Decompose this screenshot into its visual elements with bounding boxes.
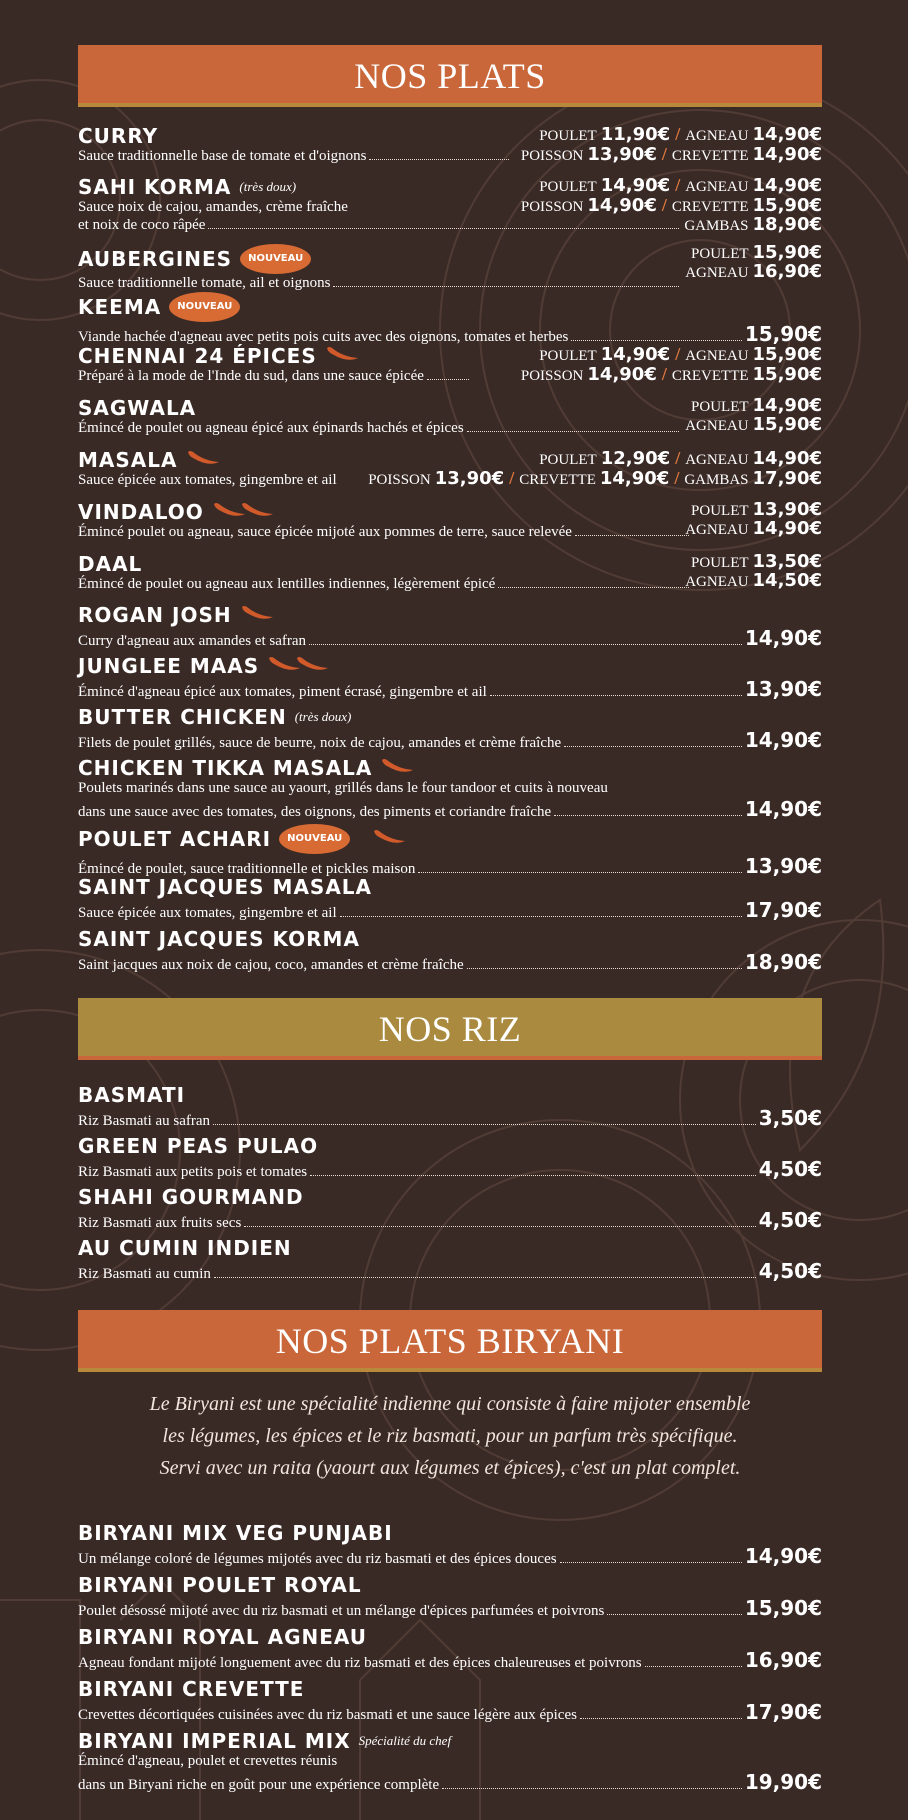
item-name: CURRY — [78, 124, 159, 148]
item-name: MASALA — [78, 448, 178, 472]
section-banner-plats — [78, 45, 822, 107]
item-description: Un mélange coloré de légumes mijotés avec du riz basmati et des épices douces — [78, 1551, 557, 1567]
price-value: 14,90€ — [599, 468, 670, 489]
price-value: 13,90€ — [434, 468, 505, 489]
leader-dots — [564, 746, 742, 747]
nouveau-badge: NOUVEAU — [279, 824, 350, 854]
price-label: POULET — [539, 128, 597, 144]
price-label: AGNEAU — [685, 574, 749, 590]
price-label: CREVETTE — [671, 148, 749, 164]
item-description: Préparé à la mode de l'Inde du sud, dans une sauce épicée — [78, 368, 424, 384]
price-value: 15,90€ — [752, 344, 822, 365]
price-label: AGNEAU — [685, 452, 749, 468]
biryani-intro — [78, 1388, 822, 1484]
item-price: 16,90€ — [744, 1648, 822, 1672]
menu-item-saint-jacques-korma — [78, 928, 822, 974]
item-name: ROGAN JOSH — [78, 603, 232, 627]
menu-item-chennai — [78, 345, 822, 385]
menu-item-chicken-tikka-masala — [78, 757, 822, 821]
item-description: Agneau fondant mijoté longuement avec du riz basmati et des épices chaleureuses et poivrons — [78, 1655, 642, 1671]
price-label: POULET — [539, 179, 597, 195]
item-name: SAHI KORMA — [78, 175, 232, 199]
menu-item-curry — [78, 125, 822, 165]
price-label: POISSON — [520, 199, 584, 215]
item-price: 19,90€ — [744, 1770, 822, 1794]
chili-pepper-icon — [372, 828, 408, 850]
item-name: BIRYANI IMPERIAL MIX — [78, 1729, 351, 1753]
item-price: 13,90€ — [744, 854, 822, 878]
item-name: AU CUMIN INDIEN — [78, 1236, 292, 1260]
leader-dots — [418, 872, 741, 873]
menu-item-rogan-josh — [78, 604, 822, 650]
item-description: Sauce épicée aux tomates, gingembre et ail — [78, 472, 337, 488]
price-value: 14,90€ — [600, 175, 671, 196]
item-description: Sauce noix de cajou, amandes, crème fraîche — [78, 199, 348, 215]
leader-dots — [490, 695, 742, 696]
price-value: 18,90€ — [752, 214, 822, 235]
leader-dots — [427, 379, 469, 380]
item-price: 14,90€ — [744, 1544, 822, 1568]
chili-pepper-icon — [325, 345, 361, 367]
menu-item-biryani-royal-agneau — [78, 1626, 822, 1672]
menu-item-au-cumin-indien — [78, 1237, 822, 1283]
item-name: SHAHI GOURMAND — [78, 1185, 304, 1209]
item-name: VINDALOO — [78, 500, 204, 524]
intro-line: les légumes, les épices et le riz basmati, pour un parfum très spécifique. — [162, 1425, 738, 1447]
price-label: AGNEAU — [685, 179, 749, 195]
item-description: Filets de poulet grillés, sauce de beurre, noix de cajou, amandes et crème fraîche — [78, 735, 562, 751]
section-title-plats: NOS PLATS — [354, 56, 546, 96]
item-description: Poulets marinés dans une sauce au yaourt, grillés dans le four tandoor et cuits à nouveau — [78, 780, 608, 796]
leader-dots — [213, 1124, 756, 1125]
price-value: 14,50€ — [752, 570, 822, 591]
section-title-biryani: NOS PLATS BIRYANI — [275, 1321, 625, 1361]
price-label: AGNEAU — [685, 522, 749, 538]
menu-item-daal — [78, 553, 822, 593]
chili-pepper-icon — [240, 604, 276, 626]
price-label: POULET — [691, 503, 749, 519]
price-value: 14,90€ — [752, 448, 822, 469]
menu-item-biryani-imperial-mix — [78, 1730, 822, 1794]
price-label: POULET — [539, 452, 597, 468]
price-label: CREVETTE — [671, 199, 749, 215]
item-description: Riz Basmati au safran — [78, 1113, 211, 1129]
menu-item-saint-jacques-masala — [78, 876, 822, 922]
item-name: SAINT JACQUES MASALA — [78, 875, 373, 899]
price-label: CREVETTE — [519, 472, 596, 488]
price-value: 15,90€ — [752, 242, 822, 263]
price-label: POISSON — [520, 368, 584, 384]
item-name: CHICKEN TIKKA MASALA — [78, 756, 373, 780]
item-description: Riz Basmati aux petits pois et tomates — [78, 1164, 308, 1180]
chili-pepper-icon — [212, 501, 276, 523]
section-title-riz: NOS RIZ — [378, 1009, 522, 1049]
item-description: Crevettes décortiquées cuisinées avec du riz basmati et une sauce légère aux épices — [78, 1707, 577, 1723]
intro-line: Servi avec un raita (yaourt aux légumes et épices), c'est un plat complet. — [159, 1457, 741, 1479]
menu-item-shahi-gourmand — [78, 1186, 822, 1232]
price-value: 13,90€ — [752, 499, 822, 520]
leader-dots — [560, 1562, 742, 1563]
item-description: Émincé d'agneau épicé aux tomates, piment écrasé, gingembre et ail — [78, 684, 487, 700]
item-name: SAINT JACQUES KORMA — [78, 927, 360, 951]
section-banner-biryani — [78, 1310, 822, 1372]
price-label: AGNEAU — [685, 348, 749, 364]
item-note: Spécialité du chef — [358, 1733, 452, 1748]
item-name: GREEN PEAS PULAO — [78, 1134, 319, 1158]
leader-dots — [309, 644, 742, 645]
menu-item-basmati — [78, 1084, 822, 1130]
item-price: 14,90€ — [744, 728, 822, 752]
item-name: POULET ACHARI — [78, 827, 272, 851]
menu-item-junglee-maas — [78, 655, 822, 701]
price-value: 14,90€ — [587, 195, 657, 216]
item-description: Curry d'agneau aux amandes et safran — [78, 633, 307, 649]
price-list — [685, 501, 822, 539]
price-label: POULET — [691, 555, 749, 571]
item-price: 18,90€ — [744, 950, 822, 974]
leader-dots — [645, 1666, 742, 1667]
leader-dots — [580, 1718, 742, 1719]
item-description: dans une sauce avec des tomates, des oignons, des piments et coriandre fraîche — [78, 804, 552, 820]
item-price: 14,90€ — [744, 797, 822, 821]
item-price: 17,90€ — [744, 898, 822, 922]
price-list: POULET 14,90€ / AGNEAU 14,90€ POISSON 14,90€ / CREVETTE 15,90€ GAMBAS 18,90€ — [520, 175, 822, 235]
item-description: Émincé d'agneau, poulet et crevettes réunis — [78, 1753, 338, 1769]
leader-dots — [498, 587, 689, 588]
item-description: Viande hachée d'agneau avec petits pois cuits avec des oignons, tomates et herbes — [78, 329, 569, 345]
menu-item-poulet-achari — [78, 824, 822, 878]
price-label: GAMBAS — [684, 472, 749, 488]
item-name: AUBERGINES — [78, 247, 233, 271]
item-description: Émincé de poulet, sauce traditionnelle et pickles maison — [78, 861, 416, 877]
menu-item-biryani-poulet-royal — [78, 1574, 822, 1620]
price-list: POULET 14,90€ / AGNEAU 15,90€ POISSON 14,90€ / CREVETTE 15,90€ — [520, 344, 822, 385]
leader-dots — [607, 1614, 742, 1615]
item-description: Émincé de poulet ou agneau épicé aux épinards hachés et épices — [78, 420, 464, 436]
menu-item-keema — [78, 292, 822, 346]
item-description: Émincé poulet ou agneau, sauce épicée mijoté aux pommes de terre, sauce relevée — [78, 524, 572, 540]
leader-dots — [571, 340, 741, 341]
menu-item-masala — [78, 449, 822, 489]
item-price: 13,90€ — [744, 677, 822, 701]
menu-item-green-peas-pulao — [78, 1135, 822, 1181]
item-name: BIRYANI ROYAL AGNEAU — [78, 1625, 368, 1649]
item-name: BUTTER CHICKEN — [78, 705, 287, 729]
leader-dots — [333, 286, 679, 287]
price-label: POULET — [691, 399, 749, 415]
item-name: BASMATI — [78, 1083, 186, 1107]
leader-dots — [467, 968, 742, 969]
price-list — [685, 397, 822, 435]
menu-item-sahi-korma — [78, 176, 822, 234]
section-banner-riz — [78, 998, 822, 1060]
item-description: Sauce épicée aux tomates, gingembre et ail — [78, 905, 337, 921]
price-value: 14,90€ — [752, 124, 822, 145]
leader-dots — [442, 1788, 742, 1789]
price-label: POULET — [539, 348, 597, 364]
menu-item-biryani-crevette — [78, 1678, 822, 1724]
item-price: 4,50€ — [758, 1208, 822, 1232]
item-description: Sauce traditionnelle base de tomate et d'oignons — [78, 148, 367, 164]
price-list: POULET 12,90€ / AGNEAU 14,90€ POISSON 13,90€ / CREVETTE 14,90€ / GAMBAS 17,90€ — [368, 448, 822, 489]
item-description: Riz Basmati aux fruits secs — [78, 1215, 242, 1231]
price-list — [685, 244, 822, 282]
price-value: 12,90€ — [600, 448, 671, 469]
price-list: POULET 11,90€ / AGNEAU 14,90€ POISSON 13,90€ / CREVETTE 14,90€ — [520, 124, 822, 165]
price-value: 14,90€ — [600, 344, 671, 365]
item-description: Émincé de poulet ou agneau aux lentilles indiennes, légèrement épicé — [78, 576, 496, 592]
item-price: 14,90€ — [744, 626, 822, 650]
price-value: 15,90€ — [752, 414, 822, 435]
item-name: SAGWALA — [78, 396, 197, 420]
price-value: 14,90€ — [752, 144, 822, 165]
leader-dots — [310, 1175, 756, 1176]
price-value: 16,90€ — [752, 261, 822, 282]
price-value: 14,90€ — [752, 175, 822, 196]
menu-item-aubergines — [78, 244, 822, 292]
item-description: Sauce traditionnelle tomate, ail et oignons — [78, 275, 331, 291]
leader-dots — [369, 159, 509, 160]
price-label: POISSON — [368, 472, 431, 488]
item-name: CHENNAI 24 ÉPICES — [78, 344, 317, 368]
item-description: Riz Basmati au cumin — [78, 1266, 211, 1282]
price-label: AGNEAU — [685, 128, 749, 144]
price-label: GAMBAS — [684, 218, 749, 234]
item-name: BIRYANI CREVETTE — [78, 1677, 305, 1701]
item-price: 3,50€ — [758, 1106, 822, 1130]
item-price: 15,90€ — [744, 322, 822, 346]
leader-dots — [340, 916, 742, 917]
leader-dots — [244, 1226, 755, 1227]
item-description: Poulet désossé mijoté avec du riz basmati et un mélange d'épices parfumées et poivrons — [78, 1603, 605, 1619]
price-label: POULET — [691, 246, 749, 262]
item-name: KEEMA — [78, 295, 162, 319]
price-value: 14,90€ — [752, 518, 822, 539]
item-price: 15,90€ — [744, 1596, 822, 1620]
item-name: JUNGLEE MAAS — [78, 654, 260, 678]
item-description: dans un Biryani riche en goût pour une expérience complète — [78, 1777, 440, 1793]
price-label: AGNEAU — [685, 418, 749, 434]
price-value: 15,90€ — [752, 195, 822, 216]
price-value: 11,90€ — [600, 124, 671, 145]
leader-dots — [554, 815, 742, 816]
price-list — [685, 553, 822, 591]
item-price: 17,90€ — [744, 1700, 822, 1724]
intro-line: Le Biryani est une spécialité indienne qui consiste à faire mijoter ensemble — [149, 1393, 751, 1415]
price-label: POISSON — [520, 148, 584, 164]
item-note: (très doux) — [239, 179, 297, 194]
price-label: CREVETTE — [671, 368, 749, 384]
nouveau-badge: NOUVEAU — [169, 292, 240, 322]
price-value: 13,50€ — [752, 551, 822, 572]
item-price: 4,50€ — [758, 1259, 822, 1283]
chili-pepper-icon — [186, 449, 222, 471]
leader-dots — [575, 535, 689, 536]
price-value: 13,90€ — [587, 144, 657, 165]
menu-item-biryani-mix-veg — [78, 1522, 822, 1568]
price-label: AGNEAU — [685, 265, 749, 281]
item-note: (très doux) — [294, 709, 352, 724]
price-value: 14,90€ — [587, 364, 657, 385]
menu-item-sagwala — [78, 397, 822, 437]
chili-pepper-icon — [267, 655, 331, 677]
menu-item-vindaloo — [78, 501, 822, 541]
chili-pepper-icon — [380, 757, 416, 779]
item-name: BIRYANI MIX VEG PUNJABI — [78, 1521, 393, 1545]
price-value: 17,90€ — [752, 468, 822, 489]
item-name: DAAL — [78, 552, 143, 576]
leader-dots — [467, 431, 679, 432]
item-description: et noix de coco râpée — [78, 217, 206, 233]
item-price: 4,50€ — [758, 1157, 822, 1181]
price-value: 15,90€ — [752, 364, 822, 385]
price-value: 14,90€ — [752, 395, 822, 416]
item-description: Saint jacques aux noix de cajou, coco, amandes et crème fraîche — [78, 957, 464, 973]
nouveau-badge: NOUVEAU — [240, 244, 311, 274]
leader-dots — [214, 1277, 756, 1278]
item-name: BIRYANI POULET ROYAL — [78, 1573, 362, 1597]
menu-item-butter-chicken — [78, 706, 822, 752]
